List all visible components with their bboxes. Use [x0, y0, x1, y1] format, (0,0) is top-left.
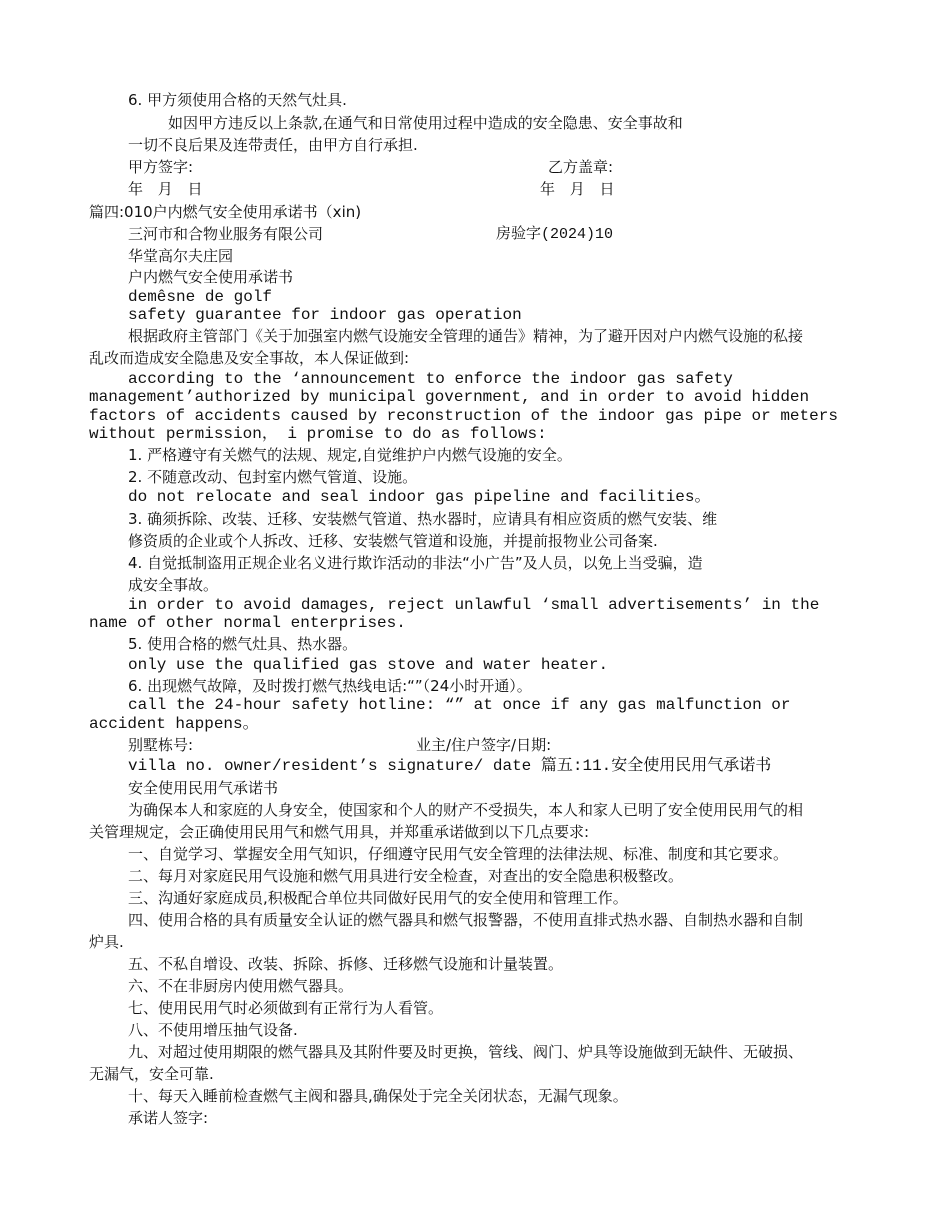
list-item-en: do not relocate and seal indoor gas pipeline and facilities。 [128, 488, 711, 506]
list-item: 成安全事故。 [128, 576, 219, 594]
signature-line-en: villa no. owner/resident’s signature/ date 篇五:11.安全使用民用气承诺书 [128, 757, 772, 775]
list-item: 3. 确须拆除、改装、迁移、安装燃气管道、热水器时，应请具有相应资质的燃气安装、维 [128, 510, 718, 528]
doc-title: 户内燃气安全使用承诺书 [128, 268, 294, 286]
list-item: 六、不在非厨房内使用燃气器具。 [128, 977, 354, 995]
company-name: 三河市和合物业服务有限公司 [128, 225, 324, 243]
paragraph-text: 一切不良后果及连带责任，由甲方自行承担. [128, 136, 418, 154]
paragraph-text: 为确保本人和家庭的人身安全，使国家和个人的财产不受损失，本人和家人已明了安全使用民用气的相 [128, 801, 804, 819]
list-item: 七、使用民用气时必须做到有正常行为人看管。 [128, 999, 444, 1017]
list-item: 炉具. [89, 933, 124, 951]
list-item-en: call the 24-hour safety hotline: “” at once if any gas malfunction or [128, 696, 791, 714]
estate-name-en: demêsne de golf [128, 288, 273, 306]
list-item-en: only use the qualified gas stove and water heater. [128, 656, 609, 674]
list-item: 十、每天入睡前检查燃气主阀和器具,确保处于完全关闭状态，无漏气现象。 [128, 1087, 628, 1105]
list-item-en: in order to avoid damages, reject unlawful ‘small advertisements’ in the [128, 596, 820, 614]
paragraph-text-en: factors of accidents caused by reconstruction of the indoor gas pipe or meters [89, 407, 838, 425]
list-item: 一、自觉学习、掌握安全用气知识，仔细遵守民用气安全管理的法律法规、标准、制度和其它要求。 [128, 845, 789, 863]
list-item: 2. 不随意改动、包封室内燃气管道、设施。 [128, 468, 418, 486]
list-item: 五、不私自增设、改装、拆除、拆修、迁移燃气设施和计量装置。 [128, 955, 564, 973]
paragraph-text-en: according to the ‘announcement to enforce the indoor gas safety [128, 370, 733, 388]
doc-title-5: 安全使用民用气承诺书 [128, 779, 279, 797]
list-item: 1. 严格遵守有关燃气的法规、规定,自觉维护户内燃气设施的安全。 [128, 446, 572, 464]
document-number: 房验字(2024)10 [496, 226, 614, 243]
paragraph-text: 乱改而造成安全隐患及安全事故，本人保证做到: [89, 349, 410, 367]
paragraph-text: 如因甲方违反以上条款,在通气和日常使用过程中造成的安全隐患、安全事故和 [168, 114, 683, 132]
owner-signature-label: 业主/住户签字/日期: [416, 736, 552, 754]
list-item: 修资质的企业或个人拆改、迁移、安装燃气管道和设施，并提前报物业公司备案. [128, 532, 658, 550]
list-item: 4. 自觉抵制盗用正规企业名义进行欺诈活动的非法“小广告”及人员，以免上当受骗，造 [128, 554, 703, 572]
party-b-seal-label: 乙方盖章: [548, 158, 614, 176]
paragraph-text-en: management’authorized by municipal government, and in order to avoid hidden [89, 388, 810, 406]
list-item: 二、每月对家庭民用气设施和燃气用具进行安全检查，对查出的安全隐患积极整改。 [128, 867, 684, 885]
party-a-signature-label: 甲方签字: [128, 158, 194, 176]
paragraph-text: 关管理规定，会正确使用民用气和燃气用具，并郑重承诺做到以下几点要求: [89, 823, 590, 841]
villa-number-label: 别墅栋号: [128, 736, 194, 754]
date-label-a: 年 月 日 [128, 180, 203, 198]
promisor-signature-label: 承诺人签字: [128, 1109, 209, 1127]
item-6-gas-stove: 6. 甲方须使用合格的天然气灶具. [128, 91, 347, 109]
date-label-b: 年 月 日 [540, 180, 615, 198]
list-item-en: accident happens。 [89, 715, 259, 733]
list-item: 三、沟通好家庭成员,积极配合单位共同做好民用气的安全使用和管理工作。 [128, 889, 628, 907]
paragraph-text: 根据政府主管部门《关于加强室内燃气设施安全管理的通告》精神，为了避开因对户内燃气设施的私接 [128, 327, 804, 345]
list-item: 无漏气，安全可靠. [89, 1065, 214, 1083]
list-item-en: name of other normal enterprises. [89, 614, 406, 632]
list-item: 九、对超过使用期限的燃气器具及其附件要及时更换，管线、阀门、炉具等设施做到无缺件、无破损、 [128, 1043, 804, 1061]
doc-title-en: safety guarantee for indoor gas operation [128, 306, 522, 324]
list-item: 6. 出现燃气故障，及时拨打燃气热线电话:“”（24小时开通）。 [128, 677, 532, 695]
list-item: 四、使用合格的具有质量安全认证的燃气器具和燃气报警器，不使用直排式热水器、自制热水器和自制 [128, 911, 804, 929]
list-item: 八、不使用增压抽气设备. [128, 1021, 298, 1039]
section-heading-4: 篇四:010户内燃气安全使用承诺书（xin) [89, 203, 362, 221]
list-item: 5. 使用合格的燃气灶具、热水器。 [128, 635, 358, 653]
estate-name: 华堂高尔夫庄园 [128, 247, 234, 265]
paragraph-text-en: without permission， i promise to do as follows: [89, 425, 547, 443]
